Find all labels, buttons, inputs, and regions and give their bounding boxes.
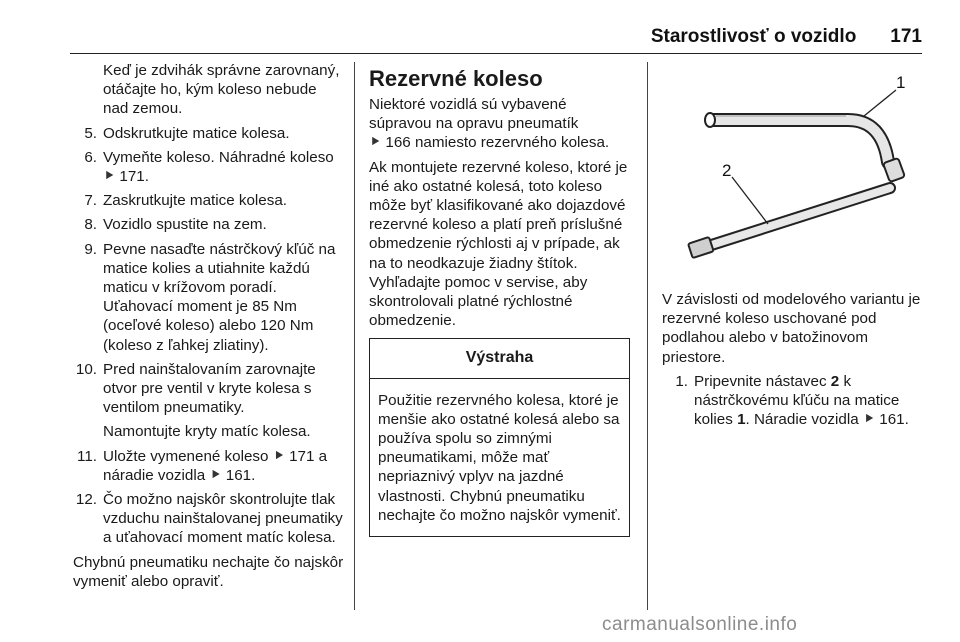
step-subtext: Uťahovací moment je 85 Nm (oceľové koleso) alebo 120 Nm (koleso z ľahkej zliatiny). (103, 298, 314, 354)
paragraph-spare-wheel: Ak montujete rezervné koleso, ktoré je iné ako ostatné kolesá, toto koleso môže byť klasifikované ako dojazdové rezervné koleso a platí preň príslušné obmedzenie rýchlosti aj v prípade, ak na to neodkazuje žiadny štítok. Vyhľadajte pomoc v servise, aby skontrolovali platné rýchlostné obmedzenie. (369, 158, 628, 330)
step-text: Pred nainštalovaním zarovnajte otvor pre ventil v kryte kolesa s ventilom pneumatiky. (103, 360, 316, 417)
wheel-wrench-extension-icon (658, 62, 926, 274)
step-4-continuation: Keď je zdvihák správne zarovnaný, otáčajte ho, kým koleso nebude nad zemou. (103, 62, 340, 118)
callout-label-1: 1 (896, 73, 906, 92)
watermark-text: carmanualsonline.info (602, 614, 798, 635)
page-reference-link[interactable]: 166 namiesto rezervného kolesa. (385, 134, 610, 152)
step-text-part: Uložte vymenené koleso (103, 447, 273, 465)
extension-socket-end (688, 237, 714, 258)
header-rule (70, 53, 922, 54)
step-text-main: Pevne nasaďte nástrčkový kľúč na matice kolies a utiahnite každú maticu v krížovom poradí. (103, 240, 336, 297)
warning-box (369, 338, 630, 537)
page-reference-link[interactable]: 171. (119, 168, 149, 186)
step-number: 6. (84, 148, 97, 166)
paragraph-text: Niektoré vozidlá sú vybavené súpravou na opravu pneumatík (369, 96, 579, 133)
page-reference-link[interactable]: 161. (225, 466, 256, 484)
list-item (73, 360, 345, 418)
leader-line-1 (864, 90, 896, 116)
step-text-part: Vymeňte koleso. Náhradné koleso (103, 148, 334, 166)
step-text-part: . Náradie vozidla (745, 411, 863, 429)
warning-text: Použitie rezervného kolesa, ktoré je menšie ako ostatné kolesá alebo sa používa spolu so zimnými pneumatikami, môže mať nepriaznivý vplyv na jazdné vlastnosti. Chybnú pneumatiku nechajte čo možno najskôr vymeniť. (378, 391, 621, 524)
paragraph-repair-kit (369, 95, 633, 153)
page-reference-link[interactable]: 171 a (289, 447, 328, 465)
list-item (73, 447, 345, 485)
column-3 (662, 290, 922, 429)
step-text (103, 240, 345, 355)
warning-title: Výstraha (370, 339, 629, 378)
list-item (73, 215, 345, 234)
section-title: Starostlivosť o vozidlo (650, 26, 857, 47)
step-text: Odskrutkujte matice kolesa. (103, 124, 290, 142)
list-item (73, 191, 345, 210)
step-text: Zaskrutkujte matice kolesa. (103, 192, 288, 210)
step-number: 10. (75, 360, 97, 378)
arrow-reference-icon: ⯈ (209, 466, 222, 484)
step-text: Čo možno najskôr skontrolujte tlak vzduchu nainštalovanej pneumatiky a uťahovací moment matíc kolesa. (103, 491, 343, 547)
step-number: 1. (675, 372, 688, 390)
wheel-wrench-end (705, 113, 715, 127)
paragraph-storage: V závislosti od modelového variantu je rezervné koleso uschované pod podlahou alebo v batožinovom priestore. (662, 291, 921, 366)
step-number: 7. (84, 192, 97, 210)
wheel-wrench-fill (712, 120, 894, 170)
step-text-part: Pripevnite nástavec (694, 372, 831, 390)
list-item (73, 490, 345, 548)
page-reference-link[interactable]: 161. (879, 411, 909, 429)
closing-paragraph: Chybnú pneumatiku nechajte čo najskôr vymeniť alebo opraviť. (73, 553, 344, 590)
list-item (73, 148, 345, 186)
step-subtext: Namontujte kryty matíc kolesa. (103, 423, 311, 441)
list-item (73, 124, 345, 143)
arrow-reference-icon: ⯈ (369, 134, 382, 152)
step-text (103, 447, 345, 485)
tool-illustration (658, 62, 926, 274)
step-text-part: k nástrčkovému kľúču na matice kolies (694, 372, 900, 429)
extension-fill (702, 188, 890, 248)
arrow-reference-icon: ⯈ (862, 411, 876, 429)
part-number-wrench: 1 (737, 411, 746, 429)
list-item (73, 240, 345, 355)
callout-label-2: 2 (722, 161, 732, 180)
section-heading: Rezervné koleso (369, 66, 543, 91)
arrow-reference-icon: ⯈ (103, 168, 116, 186)
page-header (651, 26, 922, 48)
part-number-extension: 2 (830, 372, 840, 390)
wheel-wrench-socket (883, 158, 905, 182)
arrow-reference-icon: ⯈ (272, 447, 285, 465)
column-divider-left (354, 62, 355, 610)
step-number: 8. (84, 216, 97, 234)
step-number: 5. (84, 124, 97, 142)
column-1 (73, 61, 345, 591)
column-2 (369, 66, 633, 537)
step-text-part: náradie vozidla (103, 466, 210, 484)
step-number: 12. (75, 491, 97, 509)
leader-line-2 (732, 177, 768, 224)
page-number: 171 (890, 26, 922, 47)
step-number: 11. (77, 447, 97, 465)
list-item (662, 372, 922, 430)
step-text: Vozidlo spustite na zem. (103, 216, 267, 234)
step-number: 9. (84, 240, 97, 258)
step-text (694, 372, 922, 430)
step-text (103, 148, 345, 186)
column-divider-right (647, 62, 648, 610)
